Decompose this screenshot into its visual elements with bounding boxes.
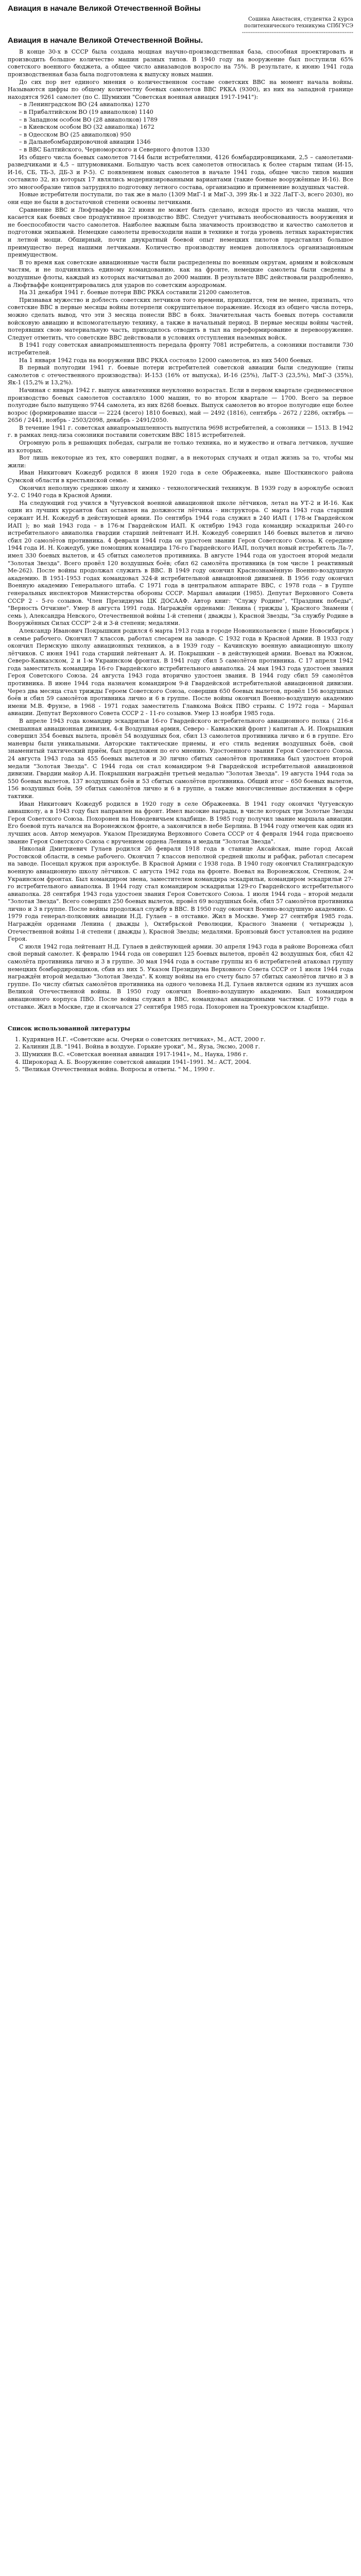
section-title: Авиация в начале Великой Отечественной Войны. <box>8 36 203 45</box>
paragraph: – в Одесском ВО (25 авиаполков) 950 <box>19 131 131 138</box>
paragraph: Сравнение ВВС и Люфтваффе на 22 июня не может быть сделано, исходя просто из числа машин, что касается как боевых свое продуктивное производство ВВС. Следует учитывать необоснованность вооружения и не боеспособности часто самолетов. Наиболее важным была значимость производство и качество самолетов и подготовки экипажей. Немецкие самолеты превосходили наши в технике и тогда уровень летных характеристик и летной мощи. Обширный, почти двукратный боевой опыт немецких пилотов представлял большое преимущество перед нашими летчиками. Количество производству немцев дополнялось организационным преимуществом. <box>8 206 353 259</box>
references-title: Список использованной литературы <box>8 1025 130 1032</box>
paragraph: Николай Дмитриевич Гулаев родился 26 февраля 1918 года в станице Аксайская, ныне город Аксай Ростовской области, в семье рабочего. Окончил 7 классов неполной средней школы и рабфак, работал слесарем на заводе. Посещал кружок при аэроклубе. В Красной Армии с 1938 года. В 1940 году окончил Сталинградскую военную авиационную школу лётчиков. С августа 1942 года на фронте. Воевал на Воронежском, Степном, 2-м Украинском фронтах. Был командиром звена, заместителем командира эскадрильи, командиром эскадрильи 27-го истребительного авиаполка. В 1944 году стал командиром эскадрильи 129-го Гвардейского истребительного авиаполка. 28 сентября 1943 года удостоен звания Героя Советского Союза. 1 июля 1944 года – второй медали "Золотая Звезда". Всего совершил 250 боевых вылетов, провёл 69 воздушных боёв, сбил 57 самолётов противника лично и 3 в группе. После войны продолжал службу в ВВС. В 1950 году окончил Военно-воздушную академию. С 1979 года генерал-полковник авиации Н.Д. Гулаев – в отставке. Жил в Москве. Умер 27 сентября 1985 года. Награждён орденами Ленина ( дважды ), Октябрьской Революции, Красного Знамени ( четырежды ), Отечественной войны 1-й степени ( дважды ), Красной Звезды; медалями. Бронзовый бюст установлен на родине Героя. <box>8 845 353 943</box>
paragraph: Вот лишь некоторые из тех, кто совершил подвиг, а в некоторых случаях и отдал жизнь за то, чтобы мы жили: <box>8 454 353 469</box>
references-list <box>8 1036 353 1074</box>
paragraph: Окончил неполную среднюю школу и химико - технологический техникум. В 1939 году в аэроклубе освоил У-2. С 1940 года в Красной Армии. <box>8 484 353 499</box>
reference-item: 5. "Великая Отечественная война. Вопросы и ответы. " М., 1990 г. <box>22 1066 353 1074</box>
paragraph: Александр Иванович Покрышкин родился 6 марта 1913 года в городе Новониколаевске ( ныне Новосибирск ) в семье рабочего. Окончил 7 классов, работал слесарем на заводе. С 1932 года в Красной Армии. В 1933 году окончил Пермскую школу авиационных техников, а в 1939 году – Качинскую военную авиационную школу лётчиков. С июня 1941 года старший лейтенант А. И. Покрышкин – в действующей армии. Воевал на Южном, Северо-Кавказском, 2 и 1-м Украинском фронтах. В 1941 году сбил 5 самолётов противника. С 17 апреля 1942 года заместитель командира 16-го Гвардейского истребительного авиаполка. 24 мая 1943 года удостоен звания Героя Советского Союза. 24 августа 1943 года вторично удостоен звания. В 1944 году сбил 59 самолётов противника. В июне 1944 года назначен командиром 9-й Гвардейской истребительной авиационной дивизии. Через два месяца стал трижды Героем Советского Союза, совершив 650 боевых вылетов, провёл 156 воздушных боёв и сбил 59 самолётов противника лично и 6 в группе. После войны окончил Военно-воздушную академию имени М.В. Фрунзе, в 1968 - 1971 годах заместитель Главкома Войск ПВО страны. С 1972 года – Маршал авиации. Депутат Верховного Совета СССР 2 - 11-го созывов. Умер 13 ноября 1985 года. <box>8 627 353 717</box>
paragraph: В апреле 1943 года командир эскадрильи 16-го Гвардейского истребительного авиационного полка ( 216-я смешанная авиационная дивизия, 4-я Воздушная армия, Северо - Кавказский фронт ) капитан А. И. Покрышкин совершил 354 боевых вылета, провёл 54 воздушных боя, сбил 13 самолетов противника лично и 6 в группе. Его маневры были уникальными. Авторские тактические приемы, и его стиль ведения воздушных боёв, свой знаменитый тактический приём, был предложен по его мнению. Удостоенного звания Героя Советского Союза. 24 августа 1943 года за 455 боевых вылетов и 30 лично сбитых самолётов противника был удостоен второй медали "Золотая Звезда". С 1944 года он стал командиром 9-й Гвардейской истребительной авиационной дивизии. Гвардии майор А.И. Покрышкин награждён третьей медалью "Золотая Звезда". 19 августа 1944 года за 550 боевых вылетов, 137 воздушных боёв и 53 сбитых самолётов противника. Общий итог – 650 боевых вылетов, 156 воздушных боёв, 59 сбитых самолётов лично и 6 в группе, а также многочисленные достижения в сфере тактики. <box>8 718 353 800</box>
author-affiliation: политехнического техникума СПбГУСЭ <box>244 23 353 29</box>
paragraph: На 31 декабря 1941 г. боевые потери ВВС РККА составили 21200 самолетов. <box>19 289 251 296</box>
author-line: Сошина Анастасия, студентка 2 курса <box>248 16 353 22</box>
paragraph: На 1 января 1942 года на вооружении ВВС РККА состояло 12000 самолетов, из них 5400 боевых. <box>19 357 313 364</box>
paragraph: С июля 1942 года лейтенант Н.Д. Гулаев в действующей армии. 30 апреля 1943 года в районе Воронежа сбил свой первый самолет. К февралю 1944 года он совершил 125 боевых вылетов, провёл 42 воздушных боя, сбил 42 самолёта противника лично и 3 в группе. 30 мая 1944 года в составе группы из 6 истребителей атаковал группу немецких бомбардировщиков, сбив из них 5. Указом Президиума Верховного Совета СССР от 1 июля 1944 года награждён второй медалью "Золотая Звезда". К концу войны на его счету было 57 сбитых самолётов лично и 3 в группе. По числу сбитых самолётов противника на одного человека Н.Д. Гулаев является одним из лучших асов Великой Отечественной войны. В 1950 году окончил Военно-воздушную академию. Был командиром авиационного корпуса ПВО. После войны служил в ВВС, командовал авиационными частями. С 1979 года в отставке. Жил в Москве, где и скончался 27 сентября 1985 года. Похоронен на Троекуровском кладбище. <box>8 943 353 1010</box>
paragraph: Из общего числа боевых самолетов 7144 были истребителями, 4126 бомбардировщиками, 2,5 – самолетами-разведчиками и 4,5 – штурмовиками. Большую часть всех самолетов относилась к более старым типам (И-15, И-16, СБ, ТБ-3, ДБ-3 и Р-5). С появлением новых самолетов в начале 1941 года, общее число типов машин составило 32, из которых 17 являлись модернизированными вариантами (такие боевые вооружённые И-16). Все это многообразие типов затрудняло подготовку летного состава, организацию и применение воздушных частей. <box>8 154 353 191</box>
paragraph: В то время как советские авиационные части были распределены по военным округам, армиям и войсковым частям, и не подчинялись единому командованию, как на фронте, немецкие самолеты были сведены в воздушные флоты, каждый из которых насчитывал до 2000 машин. В результате ВВС действовали раздробленно, а Люфтваффе концентрировались для ударов по советским аэродромам. <box>8 259 353 289</box>
paragraph: В течение 1941 г. советская авиапромышленность выпустила 9698 истребителей, а союзники — 1513. В 1942 г. в рамках ленд-лиза союзники поставили советским ВВС 1815 истребителей. <box>8 424 353 439</box>
paragraph: Начиная с января 1942 г. выпуск авиатехники неуклонно возрастал. Если в первом квартале среднемесячное производство боевых самолетов составляло 1000 машин, то во втором квартале — 1700. Всего за первое полугодие было выпущено 9744 самолета, из них 8268 боевых. Выпуск самолетов во второе полугодие еще более возрос (формирование шасси — 2224 (всего) 1810 боевых), май — 2492 (1816), сентябрь - 2672 / 2286, октябрь — 2656 / 2441, ноябрь - 2503/2098, декабрь - 2491/2050. <box>8 386 353 424</box>
article-body <box>8 48 353 1011</box>
reference-item: 1. Кудрявцев Н.Г. «Советские асы. Очерки о советских летчиках», М., АСТ, 2000 г. <box>22 1036 353 1044</box>
paragraph: В конце 30-х в СССР была создана мощная научно-производственная база, способная проектировать и производить большое количество машин разных типов. В 1940 году на вооружение был поступили 65% советского военного бюджета, а общее число авиазаводов возросло на 75%. В результате, к июню 1941 года производственная база была подготовлена к выпуску новых машин. <box>8 48 353 78</box>
paragraph: – в Прибалтийском ВО (19 авиаполков) 1140 <box>19 108 153 115</box>
paragraph: Иван Никитович Кожедуб родился 8 июня 1920 года в селе Ображеевка, ныне Шосткинского района Сумской области в крестьянской семье. <box>8 469 353 484</box>
paragraph: В 1941 году советская авиапромышленность передала фронту 7081 истребитель, а союзники поставили 730 истребителей. <box>8 342 353 356</box>
document <box>0 0 361 1074</box>
reference-item: 2. Калинин Д.В. "1941. Война в воздухе. Горькие уроки", М., Яуза, Эксмо, 2008 г. <box>22 1043 353 1051</box>
paragraph: – в Дальнебомбардировочной авиации 1346 <box>19 139 151 146</box>
paragraph: – в Западном особом ВО (28 авиаполков) 1789 <box>19 116 158 123</box>
paragraph: Новые истребители поступали, по так же в мало (1309 МиГ-1 и МиГ-3, 399 Як-1 и 322 ЛаГГ-3, всего 2030), но они еще не были в достаточной степени освоены летчиками. <box>8 191 353 206</box>
paragraph: – в Киевском особом ВО (32 авиаполка) 1672 <box>19 124 154 131</box>
paragraph: До сих пор нет единого мнения о количественном составе советских ВВС на момент начала войны. Называются цифры по общему количеству боевых самолетов ВВС РККА (9300), из них на западной границе находятся 9261 самолет (по С. Шумихин "Советская военная авиация 1917-1941"): <box>8 78 353 100</box>
paragraph: В первый полугодии 1941 г. боевые потери истребителей советской авиации были следующие (типы самолетов с отечественного производства): И-153 (16% от выпуска), И-16 (25%), ЛаГГ-3 (23,5%), МиГ-3 (35%), Як-1 (15,2% и 13,2%). <box>8 364 353 386</box>
paragraph: На следующий год учился в Чугуевской военной авиационной школе лётчиков, летал на УТ-2 и И-16. Как один из лучших курсантов был оставлен на должности лётчика - инструктора. С марта 1943 года старший сержант И.Н. Кожедуб в действующей армии. По сентябрь 1944 года служил в 240 ИАП ( 178-м Гвардейском ИАП ); во май 1943 года – в 176-м Гвардейском ИАП. К октябрю 1943 года командир эскадрильи 240-го истребительного авиаполка гвардии старший лейтенант И.Н. Кожедуб совершил 146 боевых вылетов и лично сбил 20 самолётов противника. 4 февраля 1944 года он удостоен звания Героя Советского Союза. К середине 1944 года И. Н. Кожедуб, уже помощник командира 176-го Гвардейского ИАП, получил новый истребитель Ла-7, имел 330 боевых вылетов, и 45 сбитых самолетов противника. В августе 1944 года он удостоен второй медали "Золотая Звезда". Всего провёл 120 воздушных боёв; сбил 62 самолёта противника (в том числе 1 реактивный Ме-262). После войны продолжал служить в ВВС. В 1949 году окончил Краснознамённую Военно-воздушную академию. В 1951-1953 годах командовал 324-й истребительной авиационной дивизией. В 1956 году окончил Военную академию Генерального штаба. С 1971 года в центральном аппарате ВВС, с 1978 года – в Группе генеральных инспекторов Министерства обороны СССР. Маршал авиации (1985). Депутат Верховного Совета СССР 2 - 5-го созывов. Член Президиума ЦК ДОСААФ. Автор книг: "Служу Родине", "Праздник победы", "Верность Отчизне". Умер 8 августа 1991 года. Награждён орденами: Ленина ( трижды ), Красного Знамени ( семь ), Александра Невского, Отечественной войны 1-й степени ( дважды ), Красной Звезды, "За службу Родине в Вооружённых Силах СССР" 2-й и 3-й степени; медалями. <box>8 499 353 627</box>
document-title: Авиация в начале Великой Отечественной Войны <box>8 4 201 13</box>
separator-line: ---------------------------------------------------------------- <box>242 29 353 36</box>
paragraph: Огромную роль в решающих победах, сыграли не только техника, но и мужество и отвага летчиков, лучшие из которых. <box>8 439 353 454</box>
paragraph: Иван Никитович Кожедуб родился в 1920 году в селе Ображеевка. В 1941 году окончил Чугуевскую авиашколу, а в 1943 году был направлен на фронт. Имел высокие награды, в числе которых три Золотые Звезды Героя Советского Союза. Похоронен на Новодевичьем кладбище. В 1985 году получил звание маршала авиации. Его боевой путь начался на Воронежском фронте, а закончился в небе Берлина. В 1944 году отмечен как один из лучших асов. Автор мемуаров. Указом Президиума Верховного Совета СССР от 4 февраля 1944 года присвоено звание Героя Советского Союза с вручением ордена Ленина и медали "Золотая Звезда". <box>8 800 353 845</box>
paragraph: Признавая мужество и доблесть советских летчиков того времени, приходится, тем не менее, признать, что советские ВВС в первые месяцы войны потерпели сокрушительное поражение. Исходя из общего числа потерь, можно сделать вывод, что эти 3 месяца понесли ВВС в боях. Значительная часть боевых потерь составили войсковую авиацию и вспомогательную технику, а также в начальный период. В первые месяцы войны частей, потерявших свою материальную часть, приходилось отводить в тыл на переформирование и перевооружение. Следует отметить, что советские ВВС действовали в условиях отступления наземных войск. <box>8 296 353 341</box>
reference-item: 3. Шумихин В.С. «Советская военная авиация 1917-1941», М., Наука, 1986 г. <box>22 1051 353 1059</box>
paragraph: – в ВВС Балтийского, Черноморского и Северного флотов 1330 <box>19 146 210 153</box>
paragraph: – в Ленинградском ВО (24 авиаполка) 1270 <box>19 101 150 108</box>
reference-item: 4. Широкорад А. Б. Вооружение советской авиации 1941–1991. М.: АСТ, 2004. <box>22 1059 353 1066</box>
